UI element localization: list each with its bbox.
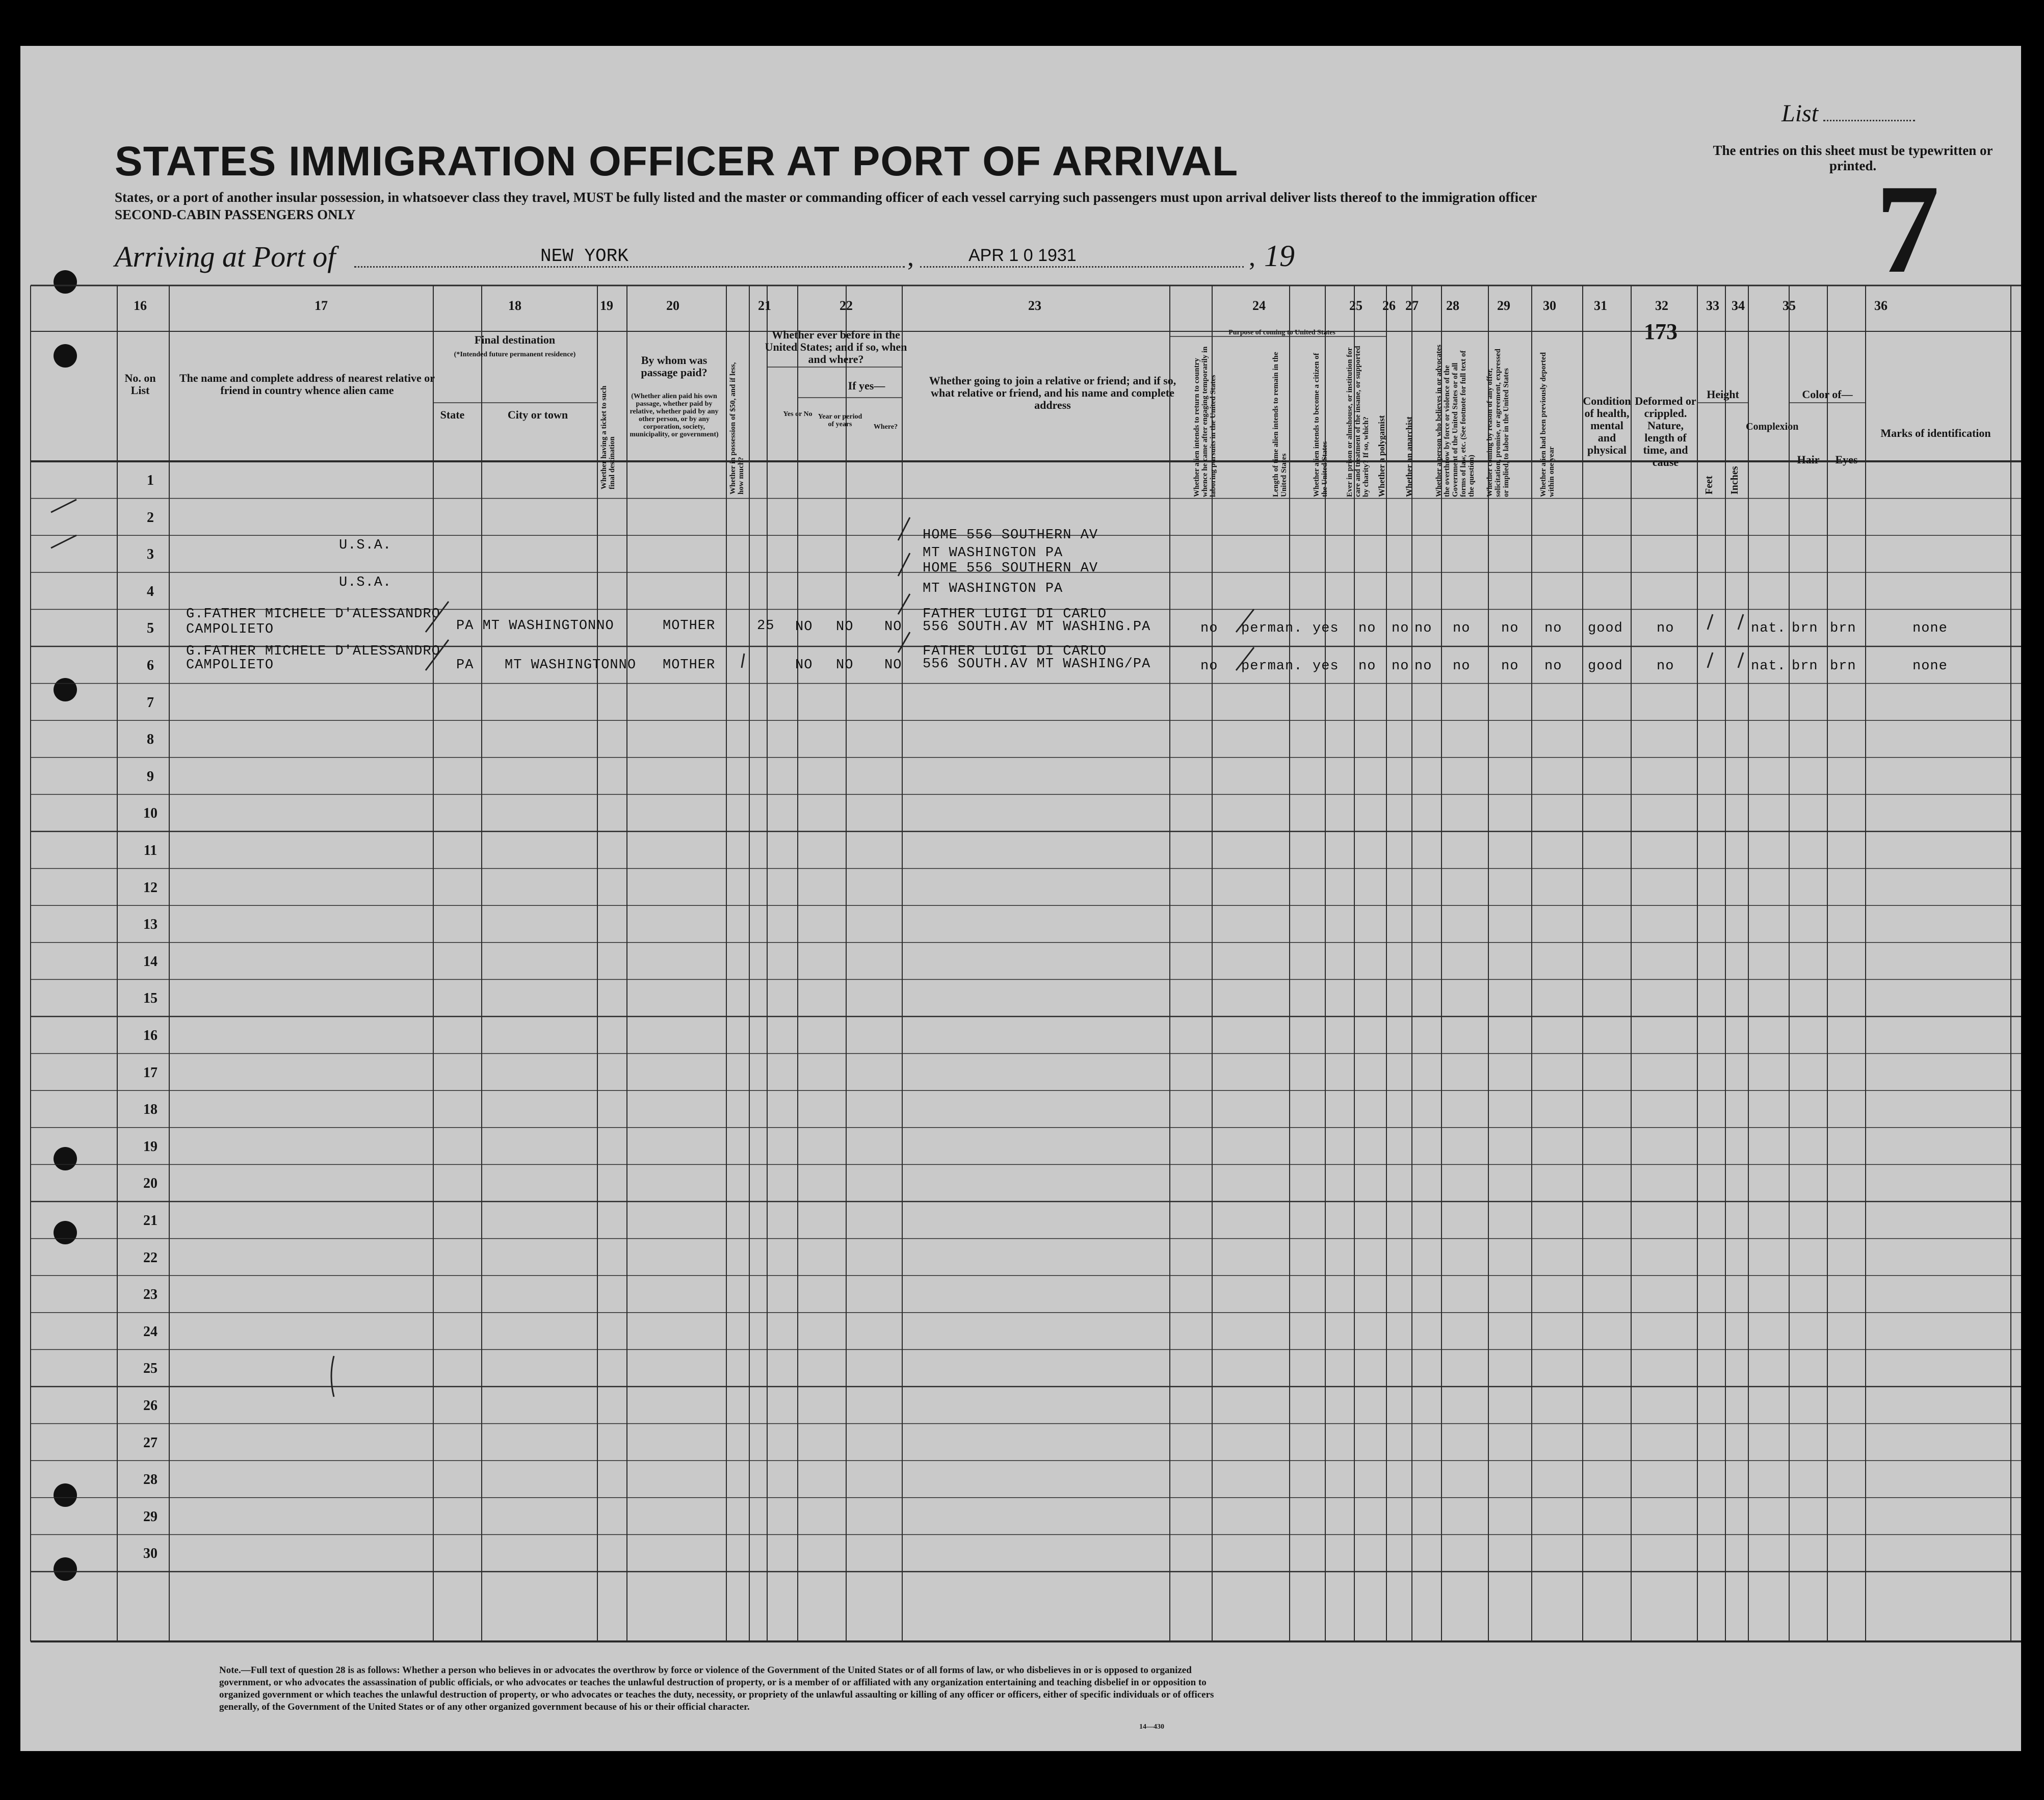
header-passage-note: (Whether alien paid his own passage, whether paid by relative, whether paid by any other person, or by any corporation, society, municipality, or government) bbox=[630, 393, 719, 438]
entry-3-paid-by: MOTHER bbox=[663, 618, 716, 634]
entry-3-complexion: nat. bbox=[1751, 621, 1786, 636]
row-number: 2 bbox=[147, 509, 154, 526]
entry-2-join: HOME 556 SOUTHERN AV bbox=[923, 561, 1098, 576]
entry-3-where: NO bbox=[884, 619, 902, 635]
entry-4-before: NO bbox=[795, 658, 813, 673]
header-city: City or town bbox=[507, 408, 568, 421]
header-labor-contract: Whether coming by reason of any offer, solicitation, promise, or agreement, expressed or implied, to labor in the United States bbox=[1486, 349, 1510, 497]
header-feet: Feet bbox=[1704, 476, 1715, 494]
entry-4-where: NO bbox=[884, 658, 902, 673]
row-number: 3 bbox=[147, 546, 154, 563]
col-number: 20 bbox=[666, 298, 679, 313]
col-number: 17 bbox=[315, 298, 328, 313]
entry-4-deported: no bbox=[1544, 659, 1562, 674]
typewritten-note: The entries on this sheet must be typewritten or printed. bbox=[1713, 143, 1993, 173]
col-number: 31 bbox=[1594, 298, 1607, 313]
entry-4-period: NO bbox=[836, 658, 854, 673]
entry-4-citizen: yes bbox=[1313, 659, 1339, 674]
port-label: Arriving at Port of bbox=[115, 240, 336, 273]
entry-4-condition: good bbox=[1588, 659, 1623, 674]
row-number: 4 bbox=[147, 583, 154, 599]
entry-3-hair: brn bbox=[1792, 621, 1818, 636]
page-title: STATES IMMIGRATION OFFICER AT PORT OF ARRIVAL bbox=[115, 138, 1239, 185]
row-number: 22 bbox=[143, 1249, 158, 1266]
col-number: 18 bbox=[508, 298, 521, 313]
header-eyes: Eyes bbox=[1835, 453, 1858, 466]
col-number: 25 bbox=[1349, 298, 1362, 313]
row-number: 17 bbox=[143, 1064, 158, 1081]
entry-4-relative: CAMPOLIETO bbox=[186, 658, 274, 673]
row-number: 13 bbox=[143, 917, 158, 933]
row-number: 29 bbox=[143, 1508, 158, 1525]
form-number: 14—430 bbox=[1139, 1723, 1164, 1731]
entry-4-join: FATHER LUIGI DI CARLO bbox=[923, 644, 1107, 659]
row-number: 16 bbox=[143, 1028, 158, 1044]
col-number: 32 bbox=[1655, 298, 1668, 313]
manifest-sheet bbox=[20, 46, 2021, 1751]
entry-3-anarchist: no bbox=[1414, 621, 1432, 636]
row-number: 28 bbox=[143, 1472, 158, 1488]
header-prison: Ever in prison or almshouse, or institution for care and treatment of the insane, or supported by charity? If so, which? bbox=[1346, 346, 1370, 497]
header-no-on-list: No. on List bbox=[124, 372, 156, 397]
col-number: 36 bbox=[1874, 298, 1888, 313]
date-value: APR 1 0 1931 bbox=[968, 246, 1077, 265]
list-label: List bbox=[1781, 99, 1915, 127]
header-deported: Whether alien had been previously deported within one year bbox=[1539, 352, 1556, 497]
header-height: Height bbox=[1707, 388, 1739, 401]
comma: , bbox=[1249, 243, 1255, 272]
entry-4-complexion: nat. bbox=[1751, 659, 1786, 674]
col-number: 35 bbox=[1783, 298, 1796, 313]
header-polygamist: Whether a polygamist bbox=[1377, 415, 1386, 497]
port-value: NEW YORK bbox=[540, 246, 628, 267]
header-where: Where? bbox=[873, 423, 898, 431]
row-number: 8 bbox=[147, 732, 154, 748]
row-number: 10 bbox=[143, 805, 158, 822]
header-ticket: Whether having a ticket to such final destination bbox=[600, 385, 616, 489]
header-passage-paid: By whom was passage paid? bbox=[641, 354, 707, 379]
header-citizen: Whether alien intends to become a citizen of the United States bbox=[1313, 353, 1329, 497]
instruction-line: States, or a port of another insular possession, in whatsoever class they travel, MUST be fully listed and the master or commanding officer of each vessel carrying such passengers must upon arrival deliver lists thereof to the immigration officer bbox=[115, 190, 1537, 205]
entry-2-relative: U.S.A. bbox=[339, 575, 392, 590]
header-condition: Condition of health, mental and physical bbox=[1583, 395, 1631, 456]
row-number: 18 bbox=[143, 1102, 158, 1118]
row-number: 9 bbox=[147, 768, 154, 785]
entry-4-hair: brn bbox=[1792, 659, 1818, 674]
entry-2-join: MT WASHINGTON PA bbox=[923, 581, 1063, 596]
entry-3-polygamist: no bbox=[1392, 621, 1409, 636]
col-number: 22 bbox=[840, 298, 853, 313]
stamped-number: 173 bbox=[1644, 319, 1678, 344]
entry-3-before: NO bbox=[795, 619, 813, 635]
header-nearest-relative: The name and complete address of nearest relative or friend in country whence alien came bbox=[179, 372, 435, 397]
entry-4-prison: no bbox=[1358, 659, 1376, 674]
row-number: 1 bbox=[147, 473, 154, 488]
entry-4-city: MT WASHINGTONNO bbox=[505, 658, 637, 673]
entry-3-relative: CAMPOLIETO bbox=[186, 622, 274, 637]
entry-4-state: PA bbox=[456, 658, 474, 673]
entry-3-citizen: yes bbox=[1313, 621, 1339, 636]
entry-3-deformed: no bbox=[1657, 621, 1674, 636]
entry-4-relative: G.FATHER MICHELE D'ALESSANDRO bbox=[186, 644, 440, 659]
row-number: 19 bbox=[143, 1138, 158, 1155]
header-complexion: Complexion bbox=[1746, 421, 1799, 432]
header-final-destination-note: (*Intended future permanent residence) bbox=[454, 351, 576, 358]
row-number: 20 bbox=[143, 1176, 158, 1192]
row-number: 27 bbox=[143, 1434, 158, 1451]
pen-check-marks bbox=[20, 46, 2021, 1751]
entry-3-prison: no bbox=[1358, 621, 1376, 636]
row-number: 6 bbox=[147, 658, 154, 673]
entry-1-relative: U.S.A. bbox=[339, 538, 392, 553]
header-state: State bbox=[440, 408, 465, 421]
entry-4-paid-by: MOTHER bbox=[663, 658, 716, 673]
header-marks: Marks of identification bbox=[1880, 427, 1991, 439]
header-join-relative: Whether going to join a relative or friend; and if so, what relative or friend, and his name and complete address bbox=[929, 374, 1176, 411]
row-number: 23 bbox=[143, 1287, 158, 1303]
header-color-of: Color of— bbox=[1802, 388, 1853, 401]
entry-4-marks: none bbox=[1912, 659, 1948, 674]
header-ever-before: Whether ever before in the United States; and if so, when and where? bbox=[765, 328, 907, 366]
entry-3-eyes: brn bbox=[1830, 621, 1856, 636]
header-purpose: Purpose of coming to United States bbox=[1228, 329, 1335, 336]
entry-3-length: perman. bbox=[1241, 621, 1303, 636]
col-number: 21 bbox=[758, 298, 771, 313]
entry-3-city: PA MT WASHINGTONNO bbox=[456, 618, 614, 634]
header-length-of-time: Length of time alien intends to remain in the United States bbox=[1272, 352, 1288, 497]
entry-3-deported: no bbox=[1544, 621, 1562, 636]
row-number: 12 bbox=[143, 879, 158, 896]
entry-4-anarchist: no bbox=[1414, 659, 1432, 674]
entry-3-period: NO bbox=[836, 619, 854, 635]
col-number: 24 bbox=[1252, 298, 1266, 313]
comma: , bbox=[907, 243, 914, 272]
sheet-number: 7 bbox=[1876, 159, 1940, 300]
class-line: SECOND-CABIN PASSENGERS ONLY bbox=[115, 207, 356, 222]
col-number: 19 bbox=[600, 298, 613, 313]
row-number: 11 bbox=[143, 843, 158, 858]
footnote: Note.—Full text of question 28 is as follows: Whether a person who believes in or advocates the overthrow by force or violence of the Government of the United States or of all forms of law, or who disbelieves in or is opposed to organized government, or who advocates the assassination of public officials, or who advocates or teaches the unlawful destruction of property, or is a member of or affiliated with any organization entertaining and teaching disbelief in or opposition to organized government or which teaches the unlawful destruction of property, or who advocates or teaches the duty, necessity, or propriety of the unlawful assaulting or killing of any officer or officers, either of specific individuals or of officers generally, of the Government of the United States or of any other organized government because of his or their official character. bbox=[219, 1665, 1214, 1712]
header-overthrow: Whether a person who believes in or advocates the overthrow by force or violence of the Government of the United States or of all forms of law, etc. (See footnote for full text of the question) bbox=[1435, 344, 1476, 497]
col-number: 28 bbox=[1446, 298, 1459, 313]
row-number: 26 bbox=[143, 1398, 158, 1414]
header-hair: Hair bbox=[1797, 453, 1820, 466]
entry-3-join: FATHER LUIGI DI CARLO bbox=[923, 607, 1107, 622]
entry-1-join: MT WASHINGTON PA bbox=[923, 545, 1063, 561]
header-inches: Inches bbox=[1729, 466, 1740, 494]
row-number: 21 bbox=[143, 1213, 158, 1229]
entry-4-return: no bbox=[1200, 659, 1218, 674]
entry-4-overthrow: no bbox=[1453, 659, 1471, 674]
year-prefix: 19 bbox=[1264, 239, 1295, 273]
header-anarchist: Whether an anarchist bbox=[1404, 416, 1414, 497]
row-number: 25 bbox=[143, 1361, 158, 1377]
entry-3-relative: G.FATHER MICHELE D'ALESSANDRO bbox=[186, 607, 440, 622]
col-number: 33 bbox=[1706, 298, 1719, 313]
entry-3-overthrow: no bbox=[1453, 621, 1471, 636]
entry-1-join: HOME 556 SOUTHERN AV bbox=[923, 528, 1098, 543]
row-number: 30 bbox=[143, 1546, 158, 1562]
row-number: 7 bbox=[147, 694, 154, 711]
entry-4-join: 556 SOUTH.AV MT WASHING/PA bbox=[923, 657, 1151, 672]
col-number: 34 bbox=[1732, 298, 1745, 313]
col-number: 23 bbox=[1028, 298, 1041, 313]
header-deformed: Deformed or crippled. Nature, length of time, and cause bbox=[1635, 395, 1696, 468]
entry-4-polygamist: no bbox=[1392, 659, 1409, 674]
header-final-destination: Final destination bbox=[474, 333, 556, 346]
entry-3-condition: good bbox=[1588, 621, 1623, 636]
entry-4-deformed: no bbox=[1657, 659, 1674, 674]
header-year-period: Year or period of years bbox=[818, 413, 862, 428]
entry-3-marks: none bbox=[1912, 621, 1948, 636]
entry-4-length: perman. bbox=[1241, 659, 1303, 674]
header-yes-or-no: Yes or No bbox=[783, 410, 813, 418]
entry-3-money: 25 bbox=[757, 618, 775, 634]
entry-3-join: 556 SOUTH.AV MT WASHING.PA bbox=[923, 619, 1151, 635]
entry-3-return: no bbox=[1200, 621, 1218, 636]
header-possession: Whether in possession of $50, and if less, how much? bbox=[729, 362, 745, 494]
header-return-country: Whether alien intends to return to country whence he came after engaging temporarily in laboring pursuits in the United States bbox=[1193, 346, 1217, 497]
col-number: 29 bbox=[1497, 298, 1510, 313]
col-number: 16 bbox=[134, 298, 147, 313]
row-number: 15 bbox=[143, 990, 158, 1007]
entry-4-contract: no bbox=[1501, 659, 1519, 674]
col-number: 30 bbox=[1543, 298, 1556, 313]
entry-4-eyes: brn bbox=[1830, 659, 1856, 674]
entry-3-contract: no bbox=[1501, 621, 1519, 636]
row-number: 24 bbox=[143, 1323, 158, 1340]
row-number: 14 bbox=[143, 953, 158, 970]
row-number: 5 bbox=[147, 620, 154, 637]
col-number: 26 bbox=[1382, 298, 1396, 313]
header-if-yes: If yes— bbox=[848, 379, 885, 392]
col-number: 27 bbox=[1405, 298, 1419, 313]
